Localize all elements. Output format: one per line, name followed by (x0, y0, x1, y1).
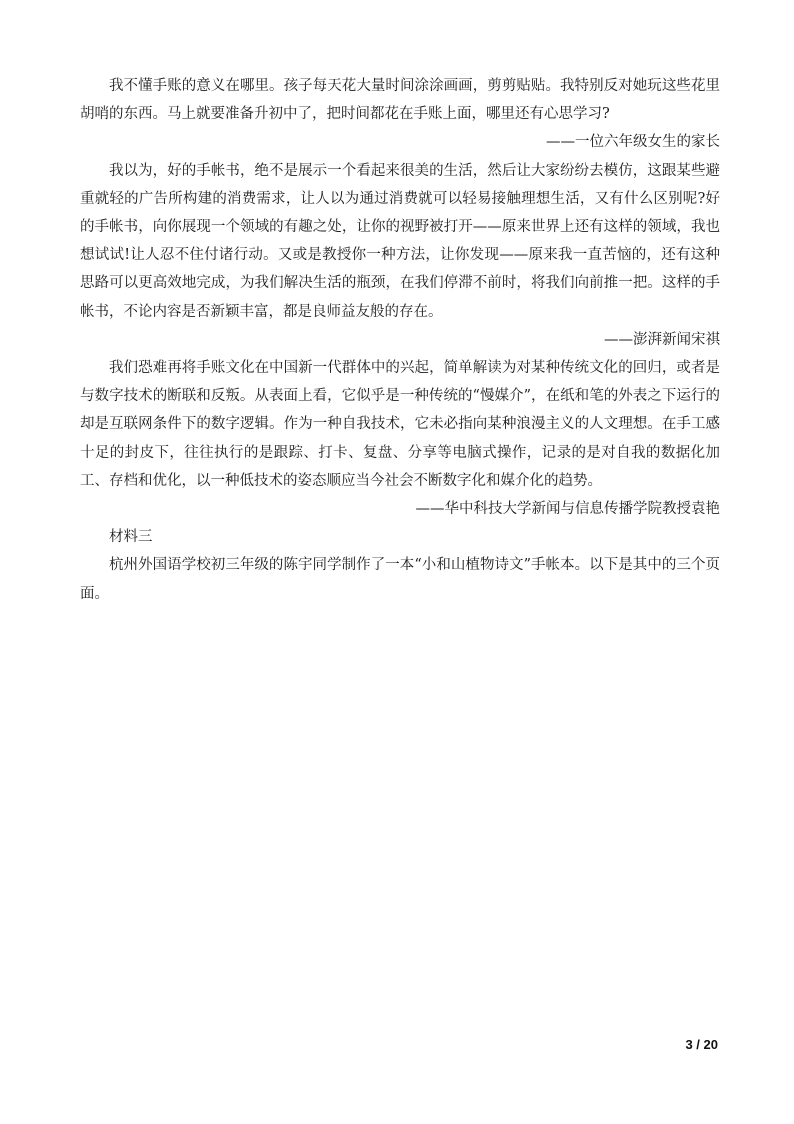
quote-songqi-source: ——澎湃新闻宋祺 (604, 331, 720, 348)
page-number: 3 / 20 (685, 1037, 718, 1052)
page-content (80, 72, 720, 608)
material-three-text: 杭州外国语学校初三年级的陈宇同学制作了一本“小和山植物诗文”手帐本。以下是其中的三个页面。 (80, 557, 720, 602)
material-three-heading: 材料三 (109, 529, 153, 546)
quote-yuanyan-text: 我们恐难再将手账文化在中国新一代群体中的兴起，简单解读为对某种传统文化的回归，或者是与数字技术的断联和反叛。从表面上看，它似乎是一种传统的“慢媒介”，在纸和笔的外表之下运行的却是互联网条件下的数字逻辑。作为一种自我技术，它未必指向某种浪漫主义的人文理想。在手工感十足的封皮下，往往执行的是跟踪、打卡、复盘、分享等电脑式操作，记录的是对自我的数据化加工、存档和优化，以一种低技术的姿态顺应当今社会不断数字化和媒介化的趋势。 (80, 360, 720, 489)
quote-yuanyan-source: ——华中科技大学新闻与信息传播学院教授袁艳 (415, 501, 720, 518)
quote-parent-text: 我不懂手账的意义在哪里。孩子每天花大量时间涂涂画画，剪剪贴贴。我特别反对她玩这些花里胡哨的东西。马上就要准备升初中了，把时间都花在手账上面，哪里还有心思学习? (80, 78, 720, 123)
quote-songqi-text: 我以为，好的手帐书，绝不是展示一个看起来很美的生活，然后让大家纷纷去模仿，这跟某些避重就轻的广告所构建的消费需求，让人以为通过消费就可以轻易接触理想生活，又有什么区别呢?好的手帐书，向你展现一个领域的有趣之处，让你的视野被打开——原来世界上还有这样的领域，我也想试试!让人忍不住付诸行动。又或是教授你一种方法，让你发现——原来我一直苦恼的，还有这种思路可以更高效地完成，为我们解决生活的瓶颈，在我们停滞不前时，将我们向前推一把。这样的手帐书，不论内容是否新颖丰富，都是良师益友般的存在。 (80, 162, 720, 320)
quote-parent-source: ——一位六年级女生的家长 (546, 134, 720, 151)
